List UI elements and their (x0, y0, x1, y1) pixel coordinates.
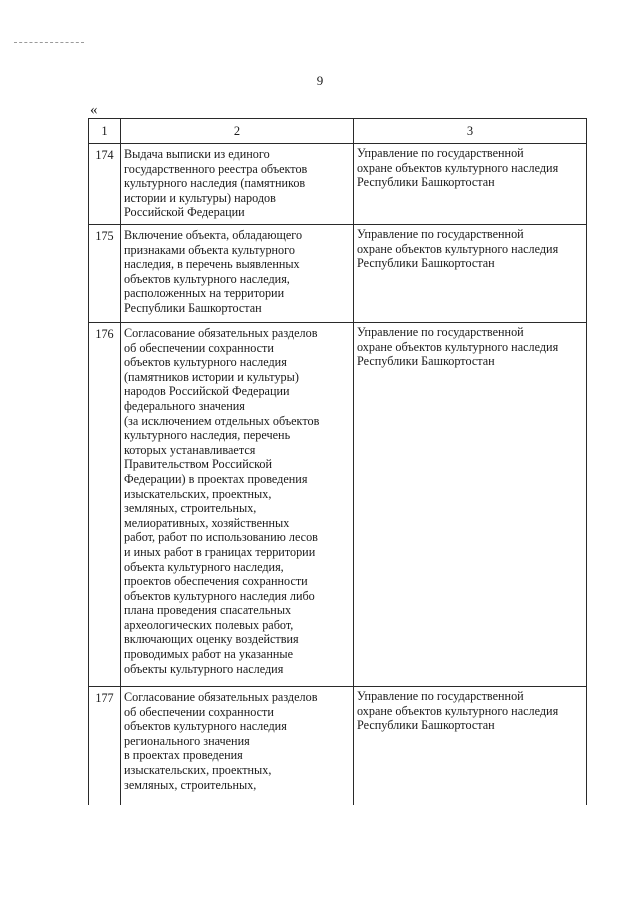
table-header-row (89, 119, 587, 144)
cell-text-line: Включение объекта, обладающего (124, 228, 303, 242)
cell-text-line: об обеспечении сохранности (124, 704, 274, 719)
column-header-organization: 3 (354, 119, 587, 144)
column-header-number: 1 (89, 119, 121, 144)
table-row (89, 687, 587, 805)
cell-text-line: охране объектов культурного наследия (357, 339, 559, 354)
cell-text-line: признаками объекта культурного (124, 242, 295, 257)
cell-text-line: Управление по государственной (357, 227, 524, 241)
cell-text-line: федерального значения (124, 398, 245, 413)
cell-text-line: земляных, строительных, (124, 501, 257, 516)
cell-text-line: объектов культурного наследия (124, 719, 287, 734)
cell-text-line: наследия, в перечень выявленных (124, 257, 300, 272)
cell-text-line: работ, работ по использованию лесов (124, 530, 318, 545)
opening-quote-mark: « (90, 102, 98, 118)
cell-text-line: объекты культурного наследия (124, 661, 284, 676)
cell-text-line: Согласование обязательных разделов (124, 326, 318, 340)
services-table (88, 118, 587, 805)
row-number: 174 (89, 144, 121, 225)
cell-text-line: культурного наследия (памятников (124, 176, 306, 191)
table-row (89, 225, 587, 323)
cell-text-line: изыскательских, проектных, (124, 762, 272, 777)
row-number: 177 (89, 687, 121, 805)
cell-text-line: истории и культуры) народов (124, 190, 276, 205)
cell-text-line: мелиоративных, хозяйственных (124, 515, 290, 530)
cell-text-line: и иных работ в границах территории (124, 544, 316, 559)
cell-text-line: об обеспечении сохранности (124, 340, 274, 355)
cell-text-line: охране объектов культурного наследия (357, 160, 559, 175)
cell-text-line: государственного реестра объектов (124, 161, 308, 176)
service-cell (121, 144, 354, 225)
cell-text-line: культурного наследия, перечень (124, 428, 291, 443)
cell-text-line: земляных, строительных, (124, 777, 257, 792)
cell-text-line: расположенных на территории (124, 286, 285, 301)
cell-text-line: археологических полевых работ, (124, 617, 294, 632)
organization-cell (354, 687, 587, 805)
cell-text-line: Выдача выписки из единого (124, 147, 270, 161)
service-cell (121, 323, 354, 687)
cell-text-line: регионального значения (124, 733, 250, 748)
organization-cell (354, 225, 587, 323)
cell-text-line: охране объектов культурного наследия (357, 241, 559, 256)
cell-text-line: Республики Башкортостан (357, 256, 495, 271)
cell-text-line: Управление по государственной (357, 146, 524, 160)
cell-text-line: Республики Башкортостан (124, 300, 262, 315)
cell-text-line: объектов культурного наследия либо (124, 588, 315, 603)
cell-text-line: народов Российской Федерации (124, 384, 290, 399)
cell-text-line: (памятников истории и культуры) (124, 369, 299, 384)
cell-text-line: объектов культурного наследия (124, 355, 287, 370)
cell-text-line: проектов обеспечения сохранности (124, 574, 308, 589)
row-number: 175 (89, 225, 121, 323)
cell-text-line: Управление по государственной (357, 689, 524, 703)
cell-text-line: проводимых работ на указанные (124, 647, 293, 662)
cell-text-line: в проектах проведения (124, 748, 243, 763)
cell-text-line: которых устанавливается (124, 442, 256, 457)
cell-text-line: Правительством Российской (124, 457, 273, 472)
service-cell (121, 225, 354, 323)
cell-text-line: охране объектов культурного наследия (357, 703, 559, 718)
service-cell (121, 687, 354, 805)
organization-cell (354, 323, 587, 687)
page-number: 9 (316, 73, 324, 88)
table-row (89, 144, 587, 225)
cell-text-line: включающих оценку воздействия (124, 632, 299, 647)
cell-text-line: Федерации) в проектах проведения (124, 471, 308, 486)
cell-text-line: Управление по государственной (357, 325, 524, 339)
row-number: 176 (89, 323, 121, 687)
cell-text-line: Согласование обязательных разделов (124, 690, 318, 704)
scan-artifact-line (14, 42, 84, 43)
cell-text-line: (за исключением отдельных объектов (124, 413, 320, 428)
cell-text-line: объектов культурного наследия, (124, 271, 290, 286)
cell-text-line: Республики Башкортостан (357, 718, 495, 733)
organization-cell (354, 144, 587, 225)
cell-text-line: плана проведения спасательных (124, 603, 292, 618)
cell-text-line: Российской Федерации (124, 205, 245, 220)
cell-text-line: объекта культурного наследия, (124, 559, 284, 574)
cell-text-line: Республики Башкортостан (357, 175, 495, 190)
table-row (89, 323, 587, 687)
cell-text-line: Республики Башкортостан (357, 354, 495, 369)
column-header-service: 2 (121, 119, 354, 144)
cell-text-line: изыскательских, проектных, (124, 486, 272, 501)
